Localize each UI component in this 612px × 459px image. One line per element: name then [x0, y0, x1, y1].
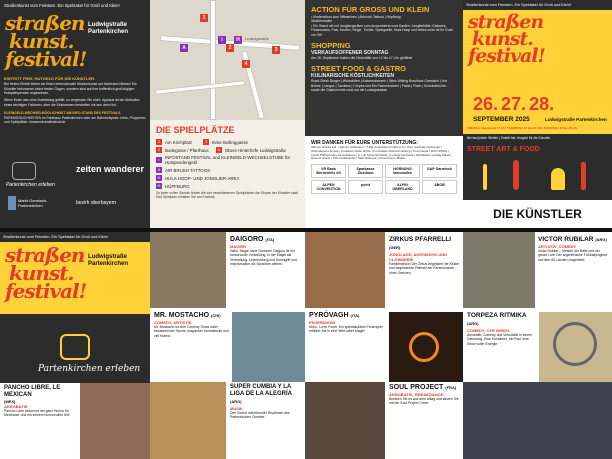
artist-card: TORPEZA RITMIKA (ARG) COMEDY, CYR WHEEL Akrobatik, Comedy und Virtuosität in einem Gleichung. Eine Künstlerin, ein Rad, eine Show voller Energie.: [467, 312, 532, 346]
artist-card: SUPER CUMBIA Y LA LIGA DE LA ALEGRÍA (ARG) MUSIK Den Sound mitreißender Rhythmen des Partenkirchen Cumbia!: [230, 384, 292, 420]
sponsor-logo: Sparkasse Oberland: [348, 164, 383, 178]
opening-times: FREITAG Opening ab 17 Uhr | SAMSTAG 13 bis 22 Uhr | SONNTAG 13 bis 18 Uhr: [467, 126, 578, 130]
legend-row: 2 Bodegrass / Pfarrhaus 4 Obere Hinterhöfe Ludwigstraße: [157, 147, 286, 153]
action-heading: ACTION FÜR GROSS UND KLEIN: [311, 5, 430, 14]
map-pin-4[interactable]: 4: [242, 60, 250, 68]
artist-photo: [463, 382, 612, 459]
festival-logo: straßen kunst. festival!: [5, 11, 87, 71]
legend-row: H HULA HOOP- UND JONGLIER-AREA: [157, 175, 240, 181]
artist-card: VICTOR RUBILAR (ARG) ARTISTIK, COMEDY Victor Rubilar – Meister der Bälle und der ganze Live! Der argentinische Fußballjongleur hat über 60 Ländern begeistert.: [538, 236, 608, 262]
back-logo: straßen kunst. festival!: [5, 243, 87, 303]
artist-photo: [150, 382, 226, 459]
artist-photo: [539, 312, 612, 382]
lower-street: [155, 80, 245, 94]
action-text: • Kinderzirkus zum Mitmachen | Airbrush-Tattoos | Hüpfburg Straßenmalen • Ein Stand mit mit Jongliergeräten zum Ausprobieren und Kaufen: Jonglierbälle, Diabolos, Flowersticks, Pois, Keulen, Ringe, Tücher, Springseile, Hula-Hoop und vieles mehr ist für Euch vor Ort!: [311, 15, 454, 37]
shopping-heading: SHOPPING: [311, 41, 351, 51]
map-note: Zu jeder vollen Stunde finden die vier verschiedenen Spielplätzen die Shows der Künstler statt. Des Spielplan erhalten Sie am Festival.: [156, 191, 299, 200]
info-panel: [0, 0, 150, 228]
artists-column-2: [305, 232, 463, 459]
map-title: DIE SPIELPLÄTZE: [156, 125, 235, 135]
performers-illustration: [473, 156, 603, 196]
free-entry-heading: EINTRITT FREI: HUTGELD FÜR DIE KÜNSTLER.: [4, 76, 96, 81]
sponsor-logo: ALPEN CONVENTION: [311, 180, 346, 194]
place-small: Ludwigstraße Partenkirchen: [545, 117, 607, 122]
artist-photo: [150, 232, 226, 308]
cross-street: [210, 0, 216, 120]
cover-bottom: Bei fast jedem Wetter! | Eintritt frei: Hutgeld für die Künstler STREET ART & FOOD DIE KÜNSTLER: [463, 134, 612, 228]
coat-of-arms-icon: [8, 196, 16, 210]
sponsor-logo: HORNUNG Immobilien: [385, 164, 420, 178]
paragraph-2: Wenn Ihnen also eine Darbietung gefällt, so vergessen Sie nicht: Applaus ist der Aktionäre eines wichtigen Faktoren, aber die Einkommen bestreiten sie aus dem Hut.: [4, 98, 140, 107]
info-text: [4, 76, 146, 124]
map-legend: [150, 120, 305, 228]
cover-logo: straßen kunst. festival!: [468, 11, 545, 68]
artist-photo: [305, 232, 385, 308]
artist-card: PYRÓVAGH (ITA) FEUERSHOW Nord-, Licht, Feuer, Ein spektakuläres Feuerspiel entführt Sie in eine Welt voller Magie!: [309, 312, 383, 334]
artists-title: DIE KÜNSTLER: [463, 200, 612, 228]
artist-card: MR. MOSTACHO (CHI) COMEDY, ARTISTIK Mr. Mostacho ist eine Comedy Show voller bezaubernder Stunts, magischer Kunststücke und viel Humor.: [154, 312, 230, 338]
back-illustration: Partenkirchen erleben: [0, 314, 150, 459]
info-text-body: PARKMÖGLICHKEITEN im Parkhaus Partenkirchen oder am Bahnhofsplatz. Infos, Programm und Spielplätze: strassenkunstfestival.de: [4, 115, 146, 125]
sponsor-logo: ALPIN OBERLAND: [385, 180, 420, 194]
food-sub: KULINARISCHE KÖSTLICHKEITEN: [311, 73, 395, 80]
month-label: SEPTEMBER 2025: [473, 116, 530, 123]
back-cover-panel: Straßenkunst vom Feinsten. Ein Spektakel für Groß und Klein! straßen kunst. festival! Ludwigstraße Partenkirchen Partenkirchen erleben: [0, 232, 150, 459]
artists-column-1: [150, 232, 305, 459]
crest-icon: [12, 162, 36, 180]
artist-photo: [305, 382, 385, 459]
place-label: Ludwigstraße Partenkirchen: [88, 22, 129, 35]
sponsor-box: [305, 136, 463, 228]
paragraph-1: Bei freiem Eintritt bieten wir Ihnen internationale Straßenkunst auf höchstem Niveau! Die Künstler bekommen keine festen Gagen, sondern sind auf Ihre hoffentlich großzügigen Hutspielspenden angewiesen.: [4, 82, 137, 96]
food-text: Road-Steak Burger | Würschtlen | Kaiserschmarrn | Wein Witting Brauhaus Garmisch | Hot Bohne | Langos | Tacolitos | Crepes und Ein Flammkuchen | Pasta | Fisch | Schokofrüchte... sowie die Gastronomie rund um die Ludwigstrasse: [311, 79, 449, 93]
food-heading: STREET FOOD & GASTRO: [311, 64, 407, 74]
map-pin-3[interactable]: 3: [272, 46, 280, 54]
program-panel: [305, 0, 463, 228]
crest-icon: [60, 334, 90, 360]
map-panel: [150, 0, 305, 228]
partner-logos: Partenkirchen erleben zeiten wanderer Markt Garmisch-Partenkirchen bezirk oberbayern: [6, 164, 145, 208]
artist-photo: [232, 312, 305, 382]
sponsor-logo: VR Bank Werdenfels eG: [311, 164, 346, 178]
artists-column-3: [463, 232, 612, 459]
artist-card: DAIGORO (ITA) MAGIER Hallo, Magie ohne Grenzen! Daigoro ist ein humorvoller Vorstellung, in der Magie als Verbindung, Unterhaltung und Kunstgriff und Improvisation als Sprachen dienen.: [230, 236, 297, 267]
info-heading: KLEINGELD-WECHSELMÖGLICHKEIT AM INFO-STAND DES FESTIVALS.: [4, 111, 122, 116]
legend-row: A AIR BRUSH TATTOOS: [157, 167, 211, 173]
sponsor-text: Alfonso Glocke Ltd. | Jasmin Luftsteiner | T-Bar Acquisition GmbH & Co. KG | Autohaus Ardeinger | Obstcafeteria Amelie | Kreatives Mode Mütze | Immobilien-Nachvermittlung | Kommentar | DGO 25300 | Liquid.Pfaffenhofen-Ferienbäume | F. Luft Schwirtschaften | Ludwig Apotheke | Windfellner Ludwig Mauer | Rosens Calcio | Pels Großhandel | Salk Wittmann | Nixenbruner Miska: [311, 145, 453, 161]
sponsor-heading: WIR DANKEN FÜR EURE UNTERSTÜTZUNG:: [311, 140, 418, 146]
street-map[interactable]: Ludwigstraße 1 2 3 4 i A H: [150, 0, 305, 120]
sponsor-logo-grid: [311, 164, 457, 194]
street-art-banner: STREET ART & FOOD: [467, 146, 540, 153]
map-pin-i[interactable]: i: [218, 36, 226, 44]
shopping-text: Am 28. September haben die Geschäfte von 12 bis 17 Uhr geöffnet: [311, 56, 413, 61]
tagline: Straßenkunst vom Feinsten. Ein Spektakel für Groß und Klein!: [4, 3, 120, 8]
map-pin-a[interactable]: A: [180, 44, 188, 52]
artist-card: SOUL PROJECT (FRA) AKROBATIK, BREAKDANCE Breaken Sie es aus dem Alltag und tanzen Sie mit der Soul Project Crew!: [389, 384, 459, 406]
artist-photo: [389, 312, 463, 382]
artist-photo: [463, 232, 535, 308]
legend-row: 1 Am Kirchplatz 3 Ecke Bollinggasse: [157, 139, 248, 145]
cover-panel: Straßenkunst vom Feinsten. Ein Spektakel für Groß und Klein! straßen kunst. festival! 26. 27. 28. SEPTEMBER 2025 Ludwigstraße Partenkirchen FREITAG Opening ab 17 Uhr | SAMSTAG 13 bis 22 Uhr | SONNTAG 13 bis 18 Uhr Bei fast jedem Wetter! | Eintritt frei: Hutgeld für die Künstler STREET ART & FOOD DIE KÜNSTLER: [463, 0, 612, 228]
map-pin-h[interactable]: H: [234, 36, 242, 44]
festival-dates: 26. 27. 28.: [473, 94, 555, 114]
back-place-label: Ludwigstraße Partenkirchen: [88, 254, 129, 267]
artist-photo: [80, 383, 150, 459]
legend-row: H HÜPFBURG: [157, 183, 190, 189]
map-pin-2[interactable]: 2: [226, 44, 234, 52]
shopping-sub: VERKAUFSOFFENER SONNTAG: [311, 50, 389, 57]
artist-card-panel: PANCHO LIBRE, LE MEXICAN (MEX) AKROBATIK Pancho Libre bekommt der ganz Humor für Mexikaner und mit seinem humorvollen Stil!: [0, 383, 150, 459]
artist-card: ZIRKUS PFARRELLI (GER) JONGLAGE, AKROBATIK UND CLOWNERIE Familienshow! Der Zirkus begeistert die Kinder und begeisterten Pfarrelli am Partenkirchen ohne Grenzen.: [389, 236, 460, 275]
sponsor-logo: ABOB: [422, 180, 457, 194]
sponsor-logo: point: [348, 180, 383, 194]
sponsor-logo: GAP Garmisch: [422, 164, 457, 178]
map-pin-1[interactable]: 1: [200, 14, 208, 22]
legend-row: i INFOSTAND FESTIVAL und KLEINGELD-WECHSELSTUBE für Hutspendengeld: [156, 155, 299, 165]
